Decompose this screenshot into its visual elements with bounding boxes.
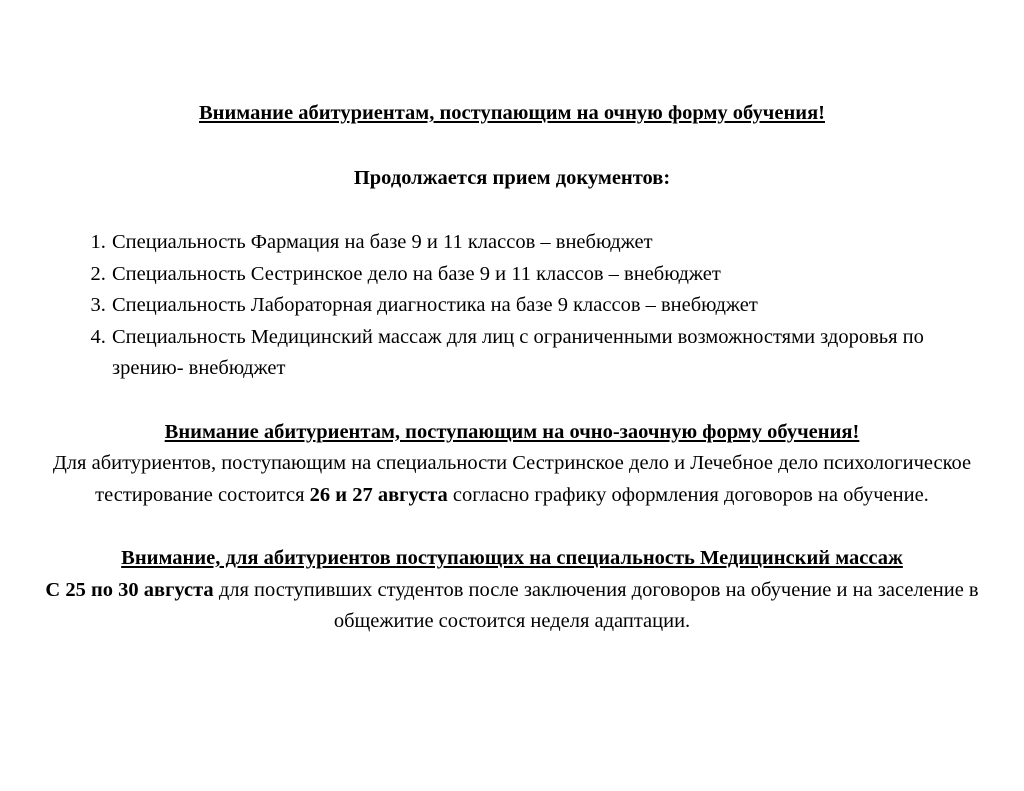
- testing-dates: 26 и 27 августа: [309, 483, 448, 506]
- parttime-notice-heading: Внимание абитуриентам, поступающим на очно-заочную форму обучения!: [164, 420, 860, 443]
- parttime-notice-text: [44, 448, 980, 511]
- massage-notice-heading: Внимание, для абитуриентов поступающих на специальность Медицинский массаж: [121, 547, 903, 569]
- massage-text-after: для поступивших студентов после заключения договоров на обучение и на заселение в общежитие состоится неделя адаптации.: [213, 578, 979, 632]
- list-item: 4. Специальность Медицинский массаж для лиц с ограниченными возможностями здоровья по зрению- внебюджет: [111, 322, 980, 385]
- adaptation-dates: С 25 по 30 августа: [45, 578, 214, 601]
- parttime-text-after: согласно графику оформления договоров на обучение.: [447, 483, 929, 506]
- massage-notice-text: [44, 575, 980, 638]
- list-item: 3. Специальность Лабораторная диагностика на базе 9 классов – внебюджет: [111, 290, 980, 322]
- documents-subheading: Продолжается прием документов:: [353, 166, 671, 189]
- massage-notice: [44, 543, 980, 638]
- specialties-list: [44, 227, 980, 385]
- fulltime-notice-heading: Внимание абитуриентам, поступающим на очную форму обучения!: [199, 102, 825, 124]
- parttime-text-before: Для абитуриентов, поступающим на специальности Сестринское дело и Лечебное дело психологическое тестирование состоится: [52, 452, 972, 506]
- list-item: 1. Специальность Фармация на базе 9 и 11 классов – внебюджет: [111, 227, 980, 259]
- list-item: 2. Специальность Сестринское дело на базе 9 и 11 классов – внебюджет: [111, 259, 980, 291]
- parttime-notice: [44, 417, 980, 512]
